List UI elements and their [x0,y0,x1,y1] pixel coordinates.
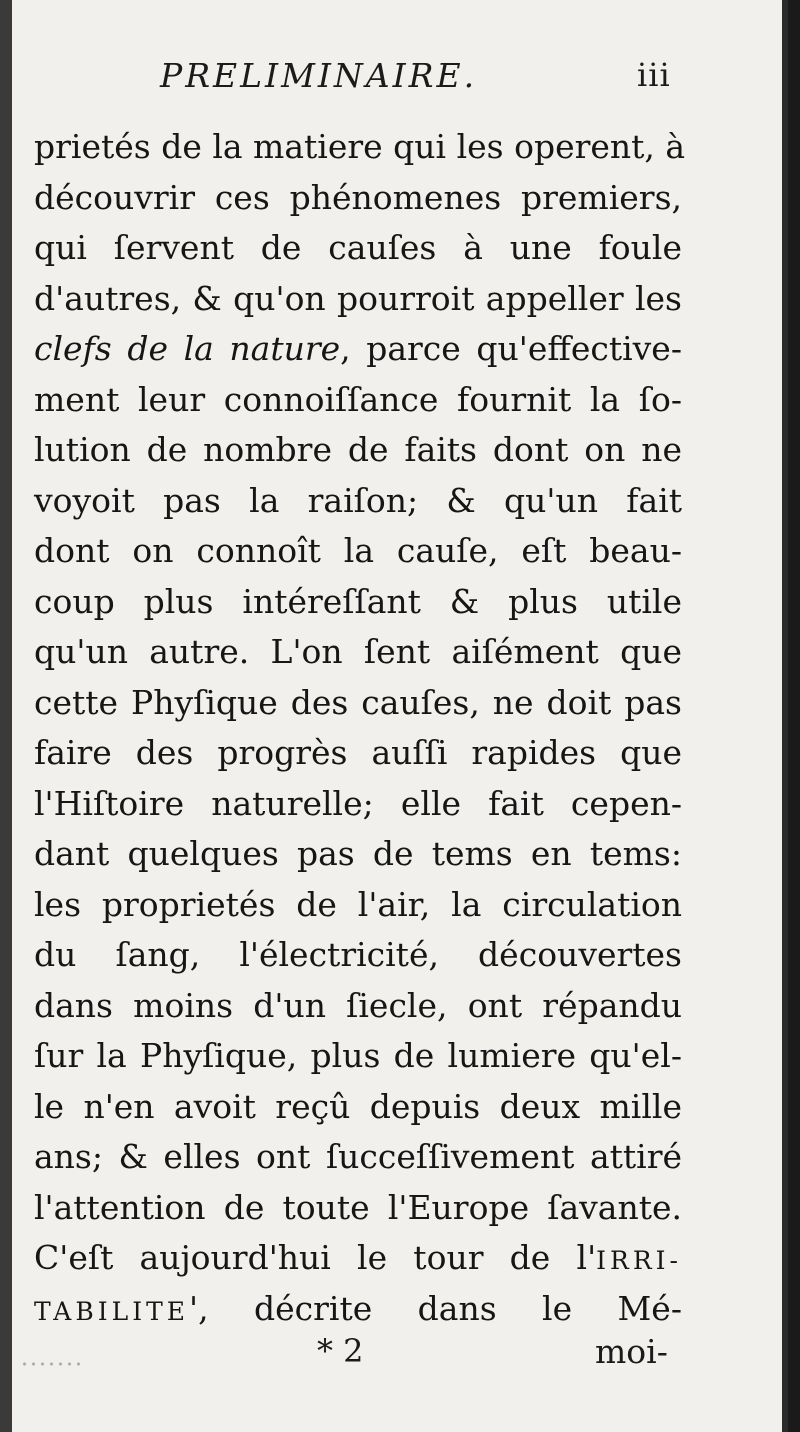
text-segment: dans moins d'un ſiecle, ont répandu [34,985,682,1025]
text-segment: ment leur connoiſſance fournit la ſo- [34,379,682,419]
text-line [34,981,682,1032]
text-segment: faire des progrès auſſi rapides que [34,733,682,772]
running-head-title: PRELIMINAIRE. [160,56,478,95]
text-line [34,1233,682,1284]
text-segment: coup plus intéreſſant & plus utile [34,581,682,621]
text-segment: dont on connoît la cauſe, eſt beau- [34,531,682,570]
text-line [34,678,682,729]
text-line [34,577,682,628]
text-line [34,728,682,779]
text-segment: IRRI- [596,1246,682,1275]
text-segment: ans; & elles ont ſucceſſivement attiré [34,1137,682,1176]
text-segment: l'Hiſtoire naturelle; elle fait cepen- [34,783,682,823]
text-segment: ', décrite dans le Mé- [189,1288,682,1328]
text-line [34,1031,682,1082]
text-line [34,829,682,880]
text-line [34,425,682,476]
text-line [34,223,682,274]
text-line [34,1183,682,1234]
text-segment: , parce qu'effective- [340,329,682,368]
text-segment: prietés de la matiere qui les operent, à [34,127,686,166]
text-segment: lution de nombre de faits dont on ne [34,430,682,469]
text-line [34,1082,682,1133]
text-segment: du ſang, l'électricité, découvertes [34,935,682,974]
text-line [34,375,682,426]
text-line [34,880,682,931]
text-line [34,1284,682,1335]
book-page [12,0,788,1432]
text-segment: le n'en avoit reçû depuis deux mille [34,1086,682,1126]
text-line [34,122,686,173]
text-segment: clefs de la nature [34,329,341,368]
text-segment: découvrir ces phénomenes premiers, [34,177,682,217]
text-segment: TABILITE [34,1296,190,1326]
page-footer [12,1332,788,1382]
page-gutter-shadow [0,0,12,1432]
text-line [34,324,682,375]
text-segment: C'eſt aujourd'hui le tour de l' [34,1238,597,1277]
text-line [34,526,682,577]
text-segment: dant quelques pas de tems en tems: [34,834,682,873]
catchword: moi- [595,1332,668,1371]
text-line [34,1132,682,1183]
text-segment: l'attention de toute l'Europe ſavante. [34,1187,682,1227]
text-segment: cette Phyſique des cauſes, ne doit pas [34,682,682,722]
text-line [34,274,682,325]
text-line [34,779,682,830]
text-segment: qui ſervent de cauſes à une foule [34,228,682,267]
text-line [34,627,682,678]
running-head [12,52,788,102]
page-number: iii [637,56,671,94]
text-line [34,173,682,224]
text-segment: d'autres, & qu'on pourroit appeller les [34,278,682,318]
text-segment: les proprietés de l'air, la circulation [34,884,682,924]
text-segment: qu'un autre. L'on ſent aiſément que [34,632,682,671]
ink-speck-decoration [20,1360,80,1368]
signature-mark: * 2 [317,1332,364,1370]
text-segment: voyoit pas la raiſon; & qu'un fait [34,480,682,520]
text-line [34,476,682,527]
text-line [34,930,682,981]
text-segment: ſur la Phyſique, plus de lumiere qu'el- [34,1036,682,1075]
body-text [34,122,686,1334]
